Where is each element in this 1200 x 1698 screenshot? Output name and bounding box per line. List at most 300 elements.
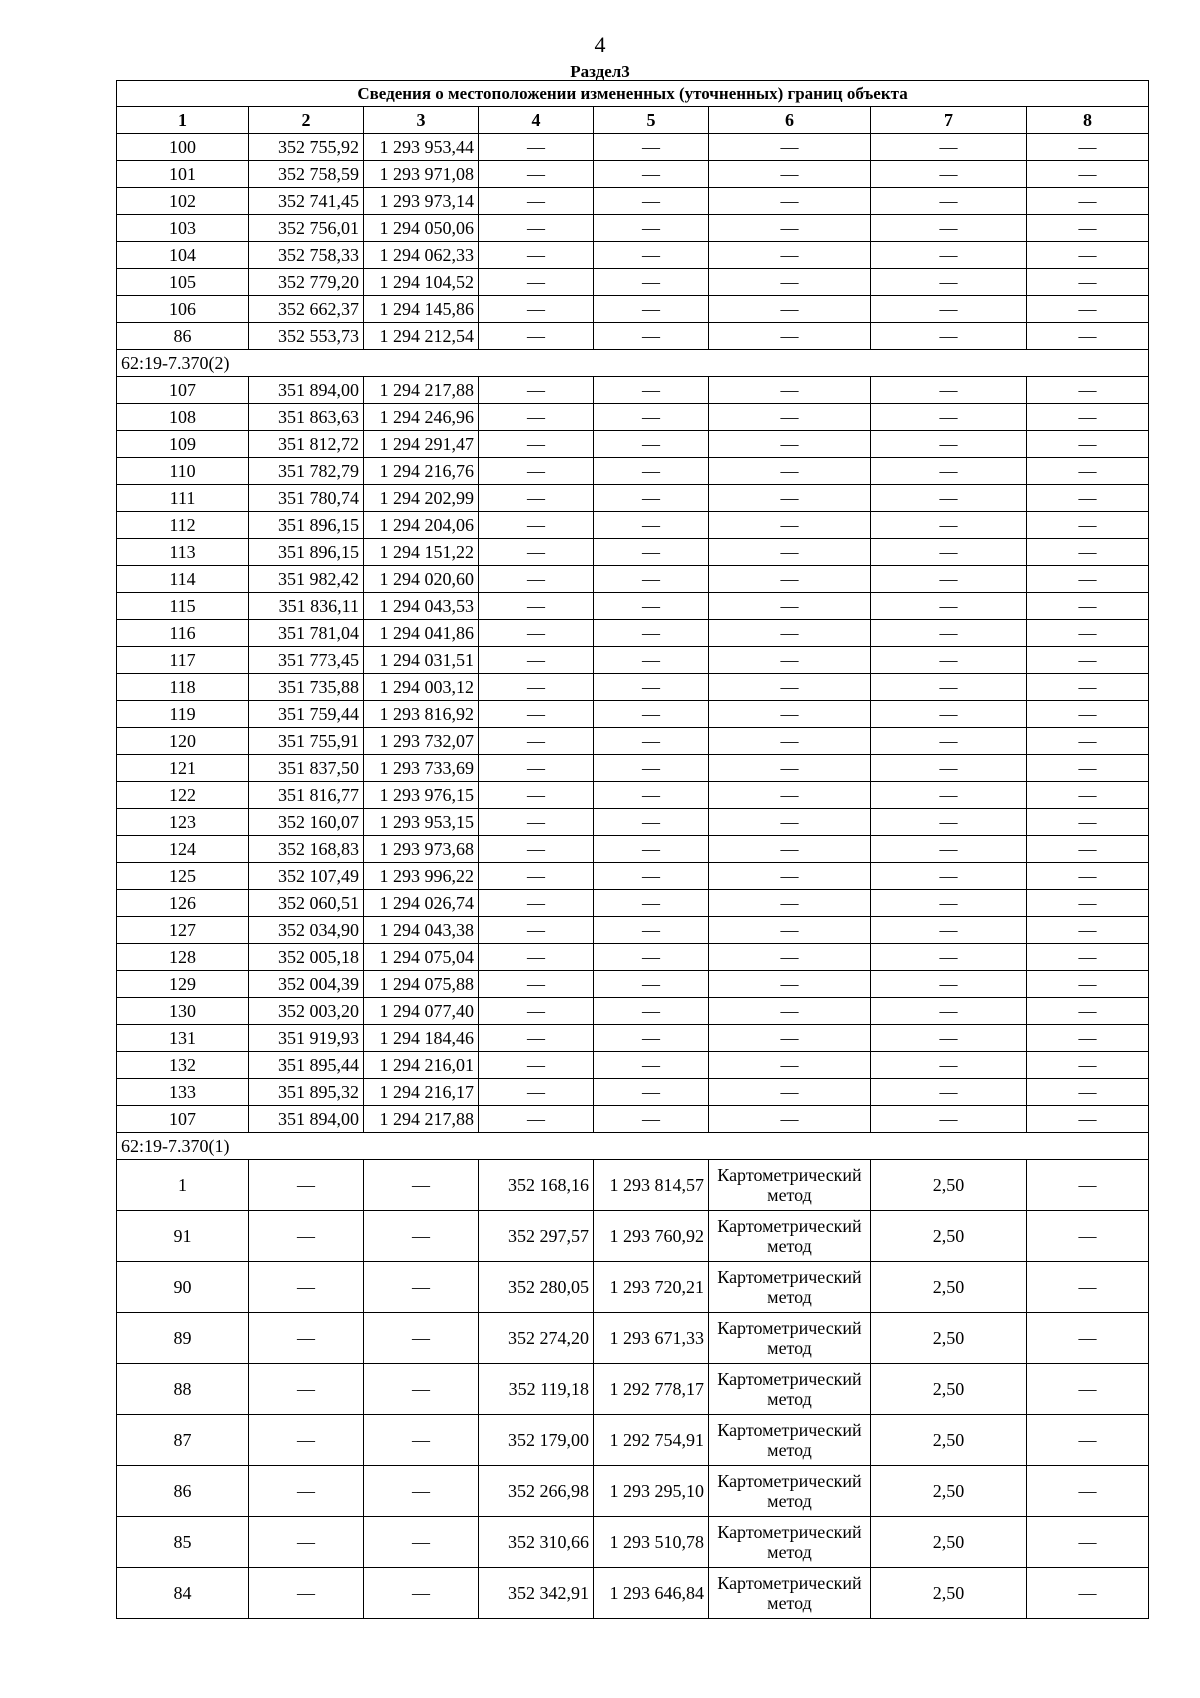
method: — xyxy=(709,539,871,566)
point-number: 131 xyxy=(117,1025,249,1052)
accuracy: — xyxy=(871,647,1027,674)
existing-x: 352 107,49 xyxy=(249,863,364,890)
method: — xyxy=(709,242,871,269)
new-x: 352 342,91 xyxy=(479,1568,594,1619)
existing-x: 352 004,39 xyxy=(249,971,364,998)
new-x: 352 179,00 xyxy=(479,1415,594,1466)
new-x: — xyxy=(479,755,594,782)
existing-y: 1 294 204,06 xyxy=(364,512,479,539)
accuracy: — xyxy=(871,674,1027,701)
new-y: — xyxy=(594,215,709,242)
existing-y: — xyxy=(364,1466,479,1517)
point-number: 118 xyxy=(117,674,249,701)
accuracy: — xyxy=(871,485,1027,512)
method: — xyxy=(709,431,871,458)
table-row xyxy=(117,242,1149,269)
table-row xyxy=(117,566,1149,593)
new-y: — xyxy=(594,269,709,296)
method: — xyxy=(709,512,871,539)
table-row xyxy=(117,1025,1149,1052)
method: — xyxy=(709,647,871,674)
description: — xyxy=(1027,1106,1149,1133)
existing-y: — xyxy=(364,1517,479,1568)
group-label: 62:19-7.370(1) xyxy=(117,1133,1149,1160)
existing-y: 1 294 184,46 xyxy=(364,1025,479,1052)
accuracy: — xyxy=(871,161,1027,188)
table-row xyxy=(117,485,1149,512)
table-caption: Сведения о местоположении измененных (уточненных) границ объекта xyxy=(117,81,1149,107)
new-y: — xyxy=(594,458,709,485)
method: — xyxy=(709,728,871,755)
point-number: 105 xyxy=(117,269,249,296)
new-y: — xyxy=(594,674,709,701)
description: — xyxy=(1027,1364,1149,1415)
method: — xyxy=(709,269,871,296)
description: — xyxy=(1027,620,1149,647)
table-row xyxy=(117,1364,1149,1415)
point-number: 102 xyxy=(117,188,249,215)
point-number: 117 xyxy=(117,647,249,674)
existing-x: 351 837,50 xyxy=(249,755,364,782)
accuracy: — xyxy=(871,269,1027,296)
existing-y: 1 293 816,92 xyxy=(364,701,479,728)
new-x: — xyxy=(479,1079,594,1106)
accuracy: 2,50 xyxy=(871,1568,1027,1619)
existing-x: — xyxy=(249,1211,364,1262)
table-row xyxy=(117,809,1149,836)
method: Картометрический метод xyxy=(709,1466,871,1517)
point-number: 126 xyxy=(117,890,249,917)
existing-x: 352 168,83 xyxy=(249,836,364,863)
accuracy: — xyxy=(871,917,1027,944)
existing-y: — xyxy=(364,1415,479,1466)
method: Картометрический метод xyxy=(709,1211,871,1262)
point-number: 106 xyxy=(117,296,249,323)
new-x: — xyxy=(479,1106,594,1133)
column-header: 5 xyxy=(594,107,709,134)
accuracy: — xyxy=(871,863,1027,890)
existing-y: 1 294 216,01 xyxy=(364,1052,479,1079)
existing-y: 1 294 216,76 xyxy=(364,458,479,485)
description: — xyxy=(1027,242,1149,269)
accuracy: — xyxy=(871,593,1027,620)
table-row xyxy=(117,161,1149,188)
description: — xyxy=(1027,566,1149,593)
existing-x: 351 755,91 xyxy=(249,728,364,755)
boundary-table xyxy=(116,80,1149,1619)
point-number: 127 xyxy=(117,917,249,944)
new-x: — xyxy=(479,1025,594,1052)
existing-x: 352 758,59 xyxy=(249,161,364,188)
method: — xyxy=(709,458,871,485)
existing-x: — xyxy=(249,1262,364,1313)
new-y: 1 292 778,17 xyxy=(594,1364,709,1415)
accuracy: — xyxy=(871,1106,1027,1133)
new-y: 1 293 295,10 xyxy=(594,1466,709,1517)
point-number: 109 xyxy=(117,431,249,458)
accuracy: — xyxy=(871,512,1027,539)
point-number: 104 xyxy=(117,242,249,269)
description: — xyxy=(1027,647,1149,674)
existing-y: 1 293 973,14 xyxy=(364,188,479,215)
new-x: — xyxy=(479,269,594,296)
description: — xyxy=(1027,836,1149,863)
new-y: — xyxy=(594,944,709,971)
accuracy: — xyxy=(871,1025,1027,1052)
existing-y: 1 294 077,40 xyxy=(364,998,479,1025)
point-number: 133 xyxy=(117,1079,249,1106)
description: — xyxy=(1027,188,1149,215)
existing-y: 1 293 973,68 xyxy=(364,836,479,863)
new-x: 352 310,66 xyxy=(479,1517,594,1568)
new-y: — xyxy=(594,620,709,647)
table-row xyxy=(117,1079,1149,1106)
accuracy: — xyxy=(871,566,1027,593)
new-y: — xyxy=(594,755,709,782)
method: — xyxy=(709,998,871,1025)
method: Картометрический метод xyxy=(709,1517,871,1568)
point-number: 110 xyxy=(117,458,249,485)
description: — xyxy=(1027,809,1149,836)
method: — xyxy=(709,863,871,890)
point-number: 125 xyxy=(117,863,249,890)
new-x: 352 168,16 xyxy=(479,1160,594,1211)
new-y: — xyxy=(594,539,709,566)
new-y: — xyxy=(594,998,709,1025)
point-number: 111 xyxy=(117,485,249,512)
existing-y: 1 294 026,74 xyxy=(364,890,479,917)
existing-y: — xyxy=(364,1364,479,1415)
existing-y: 1 294 041,86 xyxy=(364,620,479,647)
point-number: 101 xyxy=(117,161,249,188)
new-y: 1 292 754,91 xyxy=(594,1415,709,1466)
method: — xyxy=(709,593,871,620)
table-row xyxy=(117,1052,1149,1079)
description: — xyxy=(1027,161,1149,188)
existing-x: — xyxy=(249,1364,364,1415)
existing-y: 1 294 031,51 xyxy=(364,647,479,674)
method: Картометрический метод xyxy=(709,1364,871,1415)
new-y: — xyxy=(594,1106,709,1133)
existing-y: — xyxy=(364,1568,479,1619)
point-number: 90 xyxy=(117,1262,249,1313)
new-x: 352 280,05 xyxy=(479,1262,594,1313)
table-row xyxy=(117,1313,1149,1364)
existing-x: 351 781,04 xyxy=(249,620,364,647)
table-row xyxy=(117,674,1149,701)
existing-x: 351 782,79 xyxy=(249,458,364,485)
existing-x: 352 160,07 xyxy=(249,809,364,836)
table-row xyxy=(117,296,1149,323)
new-y: 1 293 814,57 xyxy=(594,1160,709,1211)
new-y: — xyxy=(594,701,709,728)
description: — xyxy=(1027,755,1149,782)
existing-x: — xyxy=(249,1313,364,1364)
column-header: 3 xyxy=(364,107,479,134)
method: — xyxy=(709,296,871,323)
existing-x: 351 773,45 xyxy=(249,647,364,674)
new-y: — xyxy=(594,242,709,269)
method: — xyxy=(709,323,871,350)
accuracy: — xyxy=(871,1052,1027,1079)
existing-y: — xyxy=(364,1313,479,1364)
point-number: 130 xyxy=(117,998,249,1025)
existing-y: 1 293 976,15 xyxy=(364,782,479,809)
existing-x: 351 735,88 xyxy=(249,674,364,701)
method: — xyxy=(709,782,871,809)
accuracy: — xyxy=(871,458,1027,485)
point-number: 86 xyxy=(117,323,249,350)
point-number: 84 xyxy=(117,1568,249,1619)
new-x: — xyxy=(479,431,594,458)
column-header: 4 xyxy=(479,107,594,134)
description: — xyxy=(1027,1415,1149,1466)
existing-x: — xyxy=(249,1568,364,1619)
existing-y: 1 294 062,33 xyxy=(364,242,479,269)
existing-y: 1 294 291,47 xyxy=(364,431,479,458)
new-y: — xyxy=(594,134,709,161)
table-row xyxy=(117,755,1149,782)
existing-x: 352 003,20 xyxy=(249,998,364,1025)
accuracy: — xyxy=(871,836,1027,863)
new-x: — xyxy=(479,242,594,269)
accuracy: — xyxy=(871,701,1027,728)
accuracy: — xyxy=(871,377,1027,404)
existing-x: — xyxy=(249,1160,364,1211)
new-x: — xyxy=(479,512,594,539)
existing-y: 1 294 020,60 xyxy=(364,566,479,593)
new-y: — xyxy=(594,512,709,539)
accuracy: — xyxy=(871,890,1027,917)
accuracy: — xyxy=(871,1079,1027,1106)
new-y: — xyxy=(594,404,709,431)
new-x: — xyxy=(479,620,594,647)
description: — xyxy=(1027,971,1149,998)
accuracy: — xyxy=(871,971,1027,998)
table-row xyxy=(117,620,1149,647)
new-y: 1 293 720,21 xyxy=(594,1262,709,1313)
table-row xyxy=(117,215,1149,242)
group-header-row xyxy=(117,350,1149,377)
description: — xyxy=(1027,1079,1149,1106)
accuracy: 2,50 xyxy=(871,1160,1027,1211)
description: — xyxy=(1027,404,1149,431)
description: — xyxy=(1027,1052,1149,1079)
new-x: — xyxy=(479,836,594,863)
table-row xyxy=(117,593,1149,620)
existing-y: 1 294 043,38 xyxy=(364,917,479,944)
existing-y: 1 294 212,54 xyxy=(364,323,479,350)
existing-x: 352 741,45 xyxy=(249,188,364,215)
description: — xyxy=(1027,1466,1149,1517)
new-x: — xyxy=(479,809,594,836)
new-x: — xyxy=(479,890,594,917)
table-row xyxy=(117,539,1149,566)
table-row xyxy=(117,134,1149,161)
description: — xyxy=(1027,917,1149,944)
new-x: — xyxy=(479,485,594,512)
description: — xyxy=(1027,998,1149,1025)
new-y: — xyxy=(594,728,709,755)
table-row xyxy=(117,944,1149,971)
method: — xyxy=(709,161,871,188)
existing-x: — xyxy=(249,1415,364,1466)
accuracy: 2,50 xyxy=(871,1466,1027,1517)
description: — xyxy=(1027,458,1149,485)
new-x: — xyxy=(479,215,594,242)
table-row xyxy=(117,1262,1149,1313)
new-x: — xyxy=(479,1052,594,1079)
new-x: 352 119,18 xyxy=(479,1364,594,1415)
existing-x: 351 982,42 xyxy=(249,566,364,593)
existing-x: 352 758,33 xyxy=(249,242,364,269)
new-x: — xyxy=(479,404,594,431)
point-number: 114 xyxy=(117,566,249,593)
existing-x: 351 836,11 xyxy=(249,593,364,620)
table-row xyxy=(117,1160,1149,1211)
new-x: — xyxy=(479,971,594,998)
new-y: — xyxy=(594,377,709,404)
new-x: — xyxy=(479,917,594,944)
point-number: 91 xyxy=(117,1211,249,1262)
accuracy: 2,50 xyxy=(871,1415,1027,1466)
description: — xyxy=(1027,1568,1149,1619)
new-y: — xyxy=(594,917,709,944)
method: — xyxy=(709,1052,871,1079)
point-number: 124 xyxy=(117,836,249,863)
accuracy: — xyxy=(871,782,1027,809)
column-header: 2 xyxy=(249,107,364,134)
existing-x: — xyxy=(249,1517,364,1568)
new-y: 1 293 510,78 xyxy=(594,1517,709,1568)
existing-y: 1 294 216,17 xyxy=(364,1079,479,1106)
table-row xyxy=(117,863,1149,890)
accuracy: — xyxy=(871,728,1027,755)
method: Картометрический метод xyxy=(709,1160,871,1211)
description: — xyxy=(1027,215,1149,242)
existing-y: — xyxy=(364,1160,479,1211)
new-y: — xyxy=(594,566,709,593)
point-number: 113 xyxy=(117,539,249,566)
method: Картометрический метод xyxy=(709,1568,871,1619)
new-y: — xyxy=(594,593,709,620)
table-row xyxy=(117,836,1149,863)
description: — xyxy=(1027,539,1149,566)
table-row xyxy=(117,971,1149,998)
existing-y: 1 293 953,44 xyxy=(364,134,479,161)
column-header: 7 xyxy=(871,107,1027,134)
new-y: — xyxy=(594,485,709,512)
description: — xyxy=(1027,512,1149,539)
description: — xyxy=(1027,863,1149,890)
method: — xyxy=(709,620,871,647)
existing-x: 351 812,72 xyxy=(249,431,364,458)
new-x: — xyxy=(479,944,594,971)
point-number: 100 xyxy=(117,134,249,161)
method: — xyxy=(709,890,871,917)
point-number: 123 xyxy=(117,809,249,836)
table-row xyxy=(117,917,1149,944)
method: — xyxy=(709,674,871,701)
method: — xyxy=(709,404,871,431)
new-y: 1 293 671,33 xyxy=(594,1313,709,1364)
new-x: — xyxy=(479,539,594,566)
existing-y: 1 294 246,96 xyxy=(364,404,479,431)
new-x: 352 297,57 xyxy=(479,1211,594,1262)
existing-y: — xyxy=(364,1211,479,1262)
description: — xyxy=(1027,1313,1149,1364)
new-x: — xyxy=(479,323,594,350)
column-header: 8 xyxy=(1027,107,1149,134)
new-x: — xyxy=(479,377,594,404)
existing-x: 351 919,93 xyxy=(249,1025,364,1052)
new-x: — xyxy=(479,782,594,809)
existing-x: 351 895,32 xyxy=(249,1079,364,1106)
table-row xyxy=(117,458,1149,485)
existing-y: 1 293 733,69 xyxy=(364,755,479,782)
method: Картометрический метод xyxy=(709,1262,871,1313)
description: — xyxy=(1027,1211,1149,1262)
description: — xyxy=(1027,674,1149,701)
new-x: — xyxy=(479,674,594,701)
description: — xyxy=(1027,944,1149,971)
point-number: 115 xyxy=(117,593,249,620)
point-number: 132 xyxy=(117,1052,249,1079)
table-row xyxy=(117,431,1149,458)
method: Картометрический метод xyxy=(709,1415,871,1466)
new-x: — xyxy=(479,188,594,215)
description: — xyxy=(1027,269,1149,296)
accuracy: 2,50 xyxy=(871,1364,1027,1415)
existing-x: 351 894,00 xyxy=(249,377,364,404)
accuracy: — xyxy=(871,620,1027,647)
method: — xyxy=(709,1025,871,1052)
description: — xyxy=(1027,134,1149,161)
description: — xyxy=(1027,593,1149,620)
accuracy: — xyxy=(871,134,1027,161)
method: — xyxy=(709,485,871,512)
method: — xyxy=(709,1079,871,1106)
method: — xyxy=(709,188,871,215)
new-x: — xyxy=(479,134,594,161)
existing-y: 1 293 996,22 xyxy=(364,863,479,890)
existing-y: 1 294 075,88 xyxy=(364,971,479,998)
new-y: — xyxy=(594,1052,709,1079)
new-y: — xyxy=(594,890,709,917)
accuracy: — xyxy=(871,998,1027,1025)
table-row xyxy=(117,1466,1149,1517)
existing-x: 351 896,15 xyxy=(249,539,364,566)
description: — xyxy=(1027,377,1149,404)
new-y: — xyxy=(594,296,709,323)
accuracy: 2,50 xyxy=(871,1313,1027,1364)
table-row xyxy=(117,1106,1149,1133)
description: — xyxy=(1027,1025,1149,1052)
existing-y: 1 294 104,52 xyxy=(364,269,479,296)
existing-y: 1 294 043,53 xyxy=(364,593,479,620)
point-number: 122 xyxy=(117,782,249,809)
method: — xyxy=(709,1106,871,1133)
table-row xyxy=(117,323,1149,350)
new-y: — xyxy=(594,323,709,350)
existing-x: 352 662,37 xyxy=(249,296,364,323)
point-number: 87 xyxy=(117,1415,249,1466)
point-number: 89 xyxy=(117,1313,249,1364)
table-row xyxy=(117,728,1149,755)
new-y: — xyxy=(594,836,709,863)
point-number: 116 xyxy=(117,620,249,647)
method: — xyxy=(709,134,871,161)
